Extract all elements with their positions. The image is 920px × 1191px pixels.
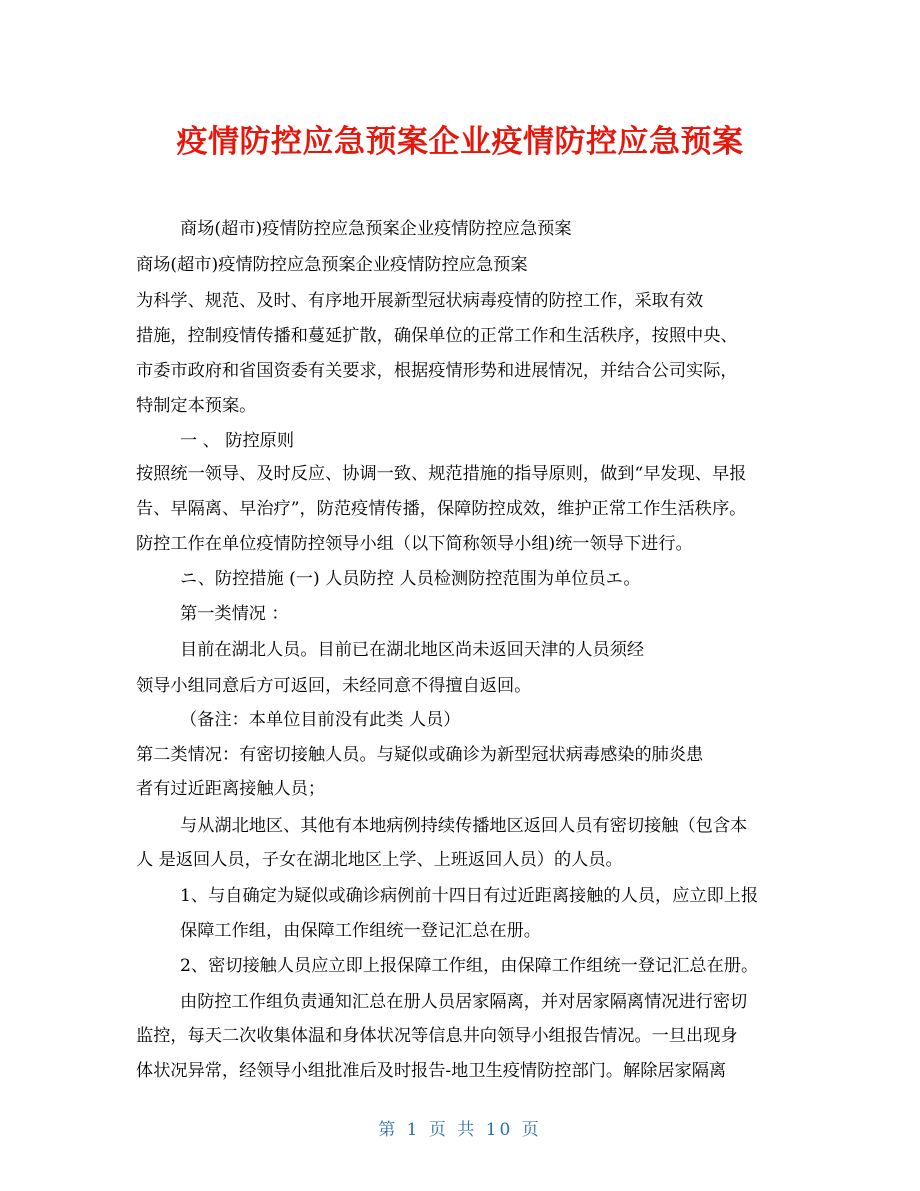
document-title: 疫情防控应急预案企业疫情防控应急预案 <box>176 124 744 160</box>
body-line: 市委市政府和省国资委有关要求，根据疫情形势和进展情况，并结合公司实际， <box>136 361 738 381</box>
body-line: 第一类情况 ： <box>180 604 289 624</box>
body-line: 2、密切接触人员应立即上报保障工作组，由保障工作组统一登记汇总在册。 <box>180 956 759 976</box>
body-line: 商场(超市)疫情防控应急预案企业疫情防控应急预案 <box>180 219 572 239</box>
body-line: 告、早隔离、早治疗”，防范疫情传播，保障防控成效，维护正常工作生活秩序。 <box>136 499 747 519</box>
body-line: 为科学、规范、及时、有序地开展新型冠状病毒疫情的防控工作，采取有效 <box>136 291 704 311</box>
body-line: 保障工作组，由保障工作组统一登记汇总在册。 <box>180 921 541 941</box>
body-line: 目前在湖北人员。目前已在湖北地区尚未返回天津的人员须经 <box>180 640 645 660</box>
body-line: 者有过近距离接触人员； <box>136 779 326 799</box>
body-line: 监控，每天二次收集体温和身体状况等信息井向领导小组报告情况。一旦出现身 <box>136 1026 738 1046</box>
body-line: 由防控工作组负责通知汇总在册人员居家隔离，并对居家隔离情况进行密切 <box>180 992 748 1012</box>
body-line: 1、与自确定为疑似或确诊病例前十四日有过近距离接触的人员，应立即上报 <box>180 886 759 906</box>
body-line: 第二类情况：有密切接触人员。与疑似或确诊为新型冠状病毒感染的肺炎患 <box>136 745 704 765</box>
body-line: 与从湖北地区、其他有本地病例持续传播地区返回人员有密切接触（包含本 <box>180 816 748 836</box>
body-line: 防控工作在单位疫情防控领导小组（以下简称领导小组)统一领导下进行。 <box>136 534 693 554</box>
body-line: 人 是返回人员，子女在湖北地区上学、上班返回人员）的人员。 <box>136 850 623 870</box>
section-heading: ニ、防控措施 (一) 人员防控 人员检测防控范围为单位员エ。 <box>180 569 641 589</box>
body-line: 体状况异常，经领导小组批准后及时报告-地卫生疫情防控部门。解除居家隔离 <box>136 1061 727 1081</box>
body-line: 商场(超市)疫情防控应急预案企业疫情防控应急预案 <box>136 255 528 275</box>
page-number-footer: 第 1 页 共 10 页 <box>378 1120 542 1140</box>
body-line: 特制定本预案。 <box>136 396 257 416</box>
body-line: 领导小组同意后方可返回，未经同意不得擅自返回。 <box>136 676 532 696</box>
body-line: 措施，控制疫情传播和蔓延扩散，确保单位的正常工作和生活秩序，按照中央、 <box>136 326 738 346</box>
section-heading: 一 、 防控原则 <box>180 431 295 451</box>
body-line: 按照统一领导、及时反应、协调一致、规范措施的指导原则，做到“早发现、早报 <box>136 464 747 484</box>
body-line: （备注：本单位目前没有此类 人员） <box>180 710 461 730</box>
